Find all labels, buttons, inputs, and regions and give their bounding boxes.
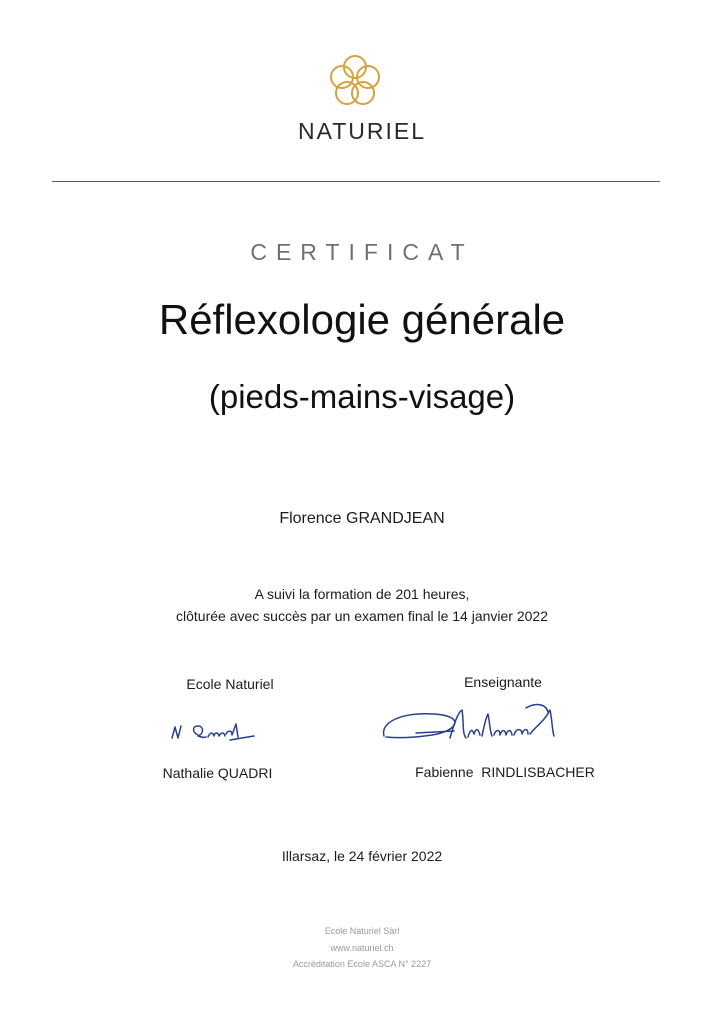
brand-name: NATURIEL xyxy=(297,118,427,144)
teacher-signer-name: Fabienne RINDLISBACHER xyxy=(415,764,595,780)
footer-website: www.naturiel.ch xyxy=(330,943,394,953)
school-signature xyxy=(168,718,262,748)
place-and-date: Illarsaz, le 24 février 2022 xyxy=(281,848,443,864)
school-label: Ecole Naturiel xyxy=(186,676,274,692)
certificate-label: CERTIFICAT xyxy=(250,239,474,265)
header-divider xyxy=(52,181,660,182)
school-signer-name: Nathalie QUADRI xyxy=(162,765,273,781)
exam-completion-text: clôturée avec succès par un examen final le 14 janvier 2022 xyxy=(176,608,548,624)
course-title: Réflexologie générale xyxy=(158,296,566,343)
teacher-signature xyxy=(376,698,570,748)
teacher-label: Enseignante xyxy=(464,674,542,690)
course-subtitle: (pieds-mains-visage) xyxy=(208,378,516,415)
footer-company: Ecole Naturiel Sàrl xyxy=(324,926,400,936)
recipient-name: Florence GRANDJEAN xyxy=(279,510,445,527)
flower-rings-logo-icon xyxy=(322,50,388,112)
footer-accreditation: Accréditation Ecole ASCA N° 2227 xyxy=(292,959,432,969)
training-hours-text: A suivi la formation de 201 heures, xyxy=(254,586,470,602)
